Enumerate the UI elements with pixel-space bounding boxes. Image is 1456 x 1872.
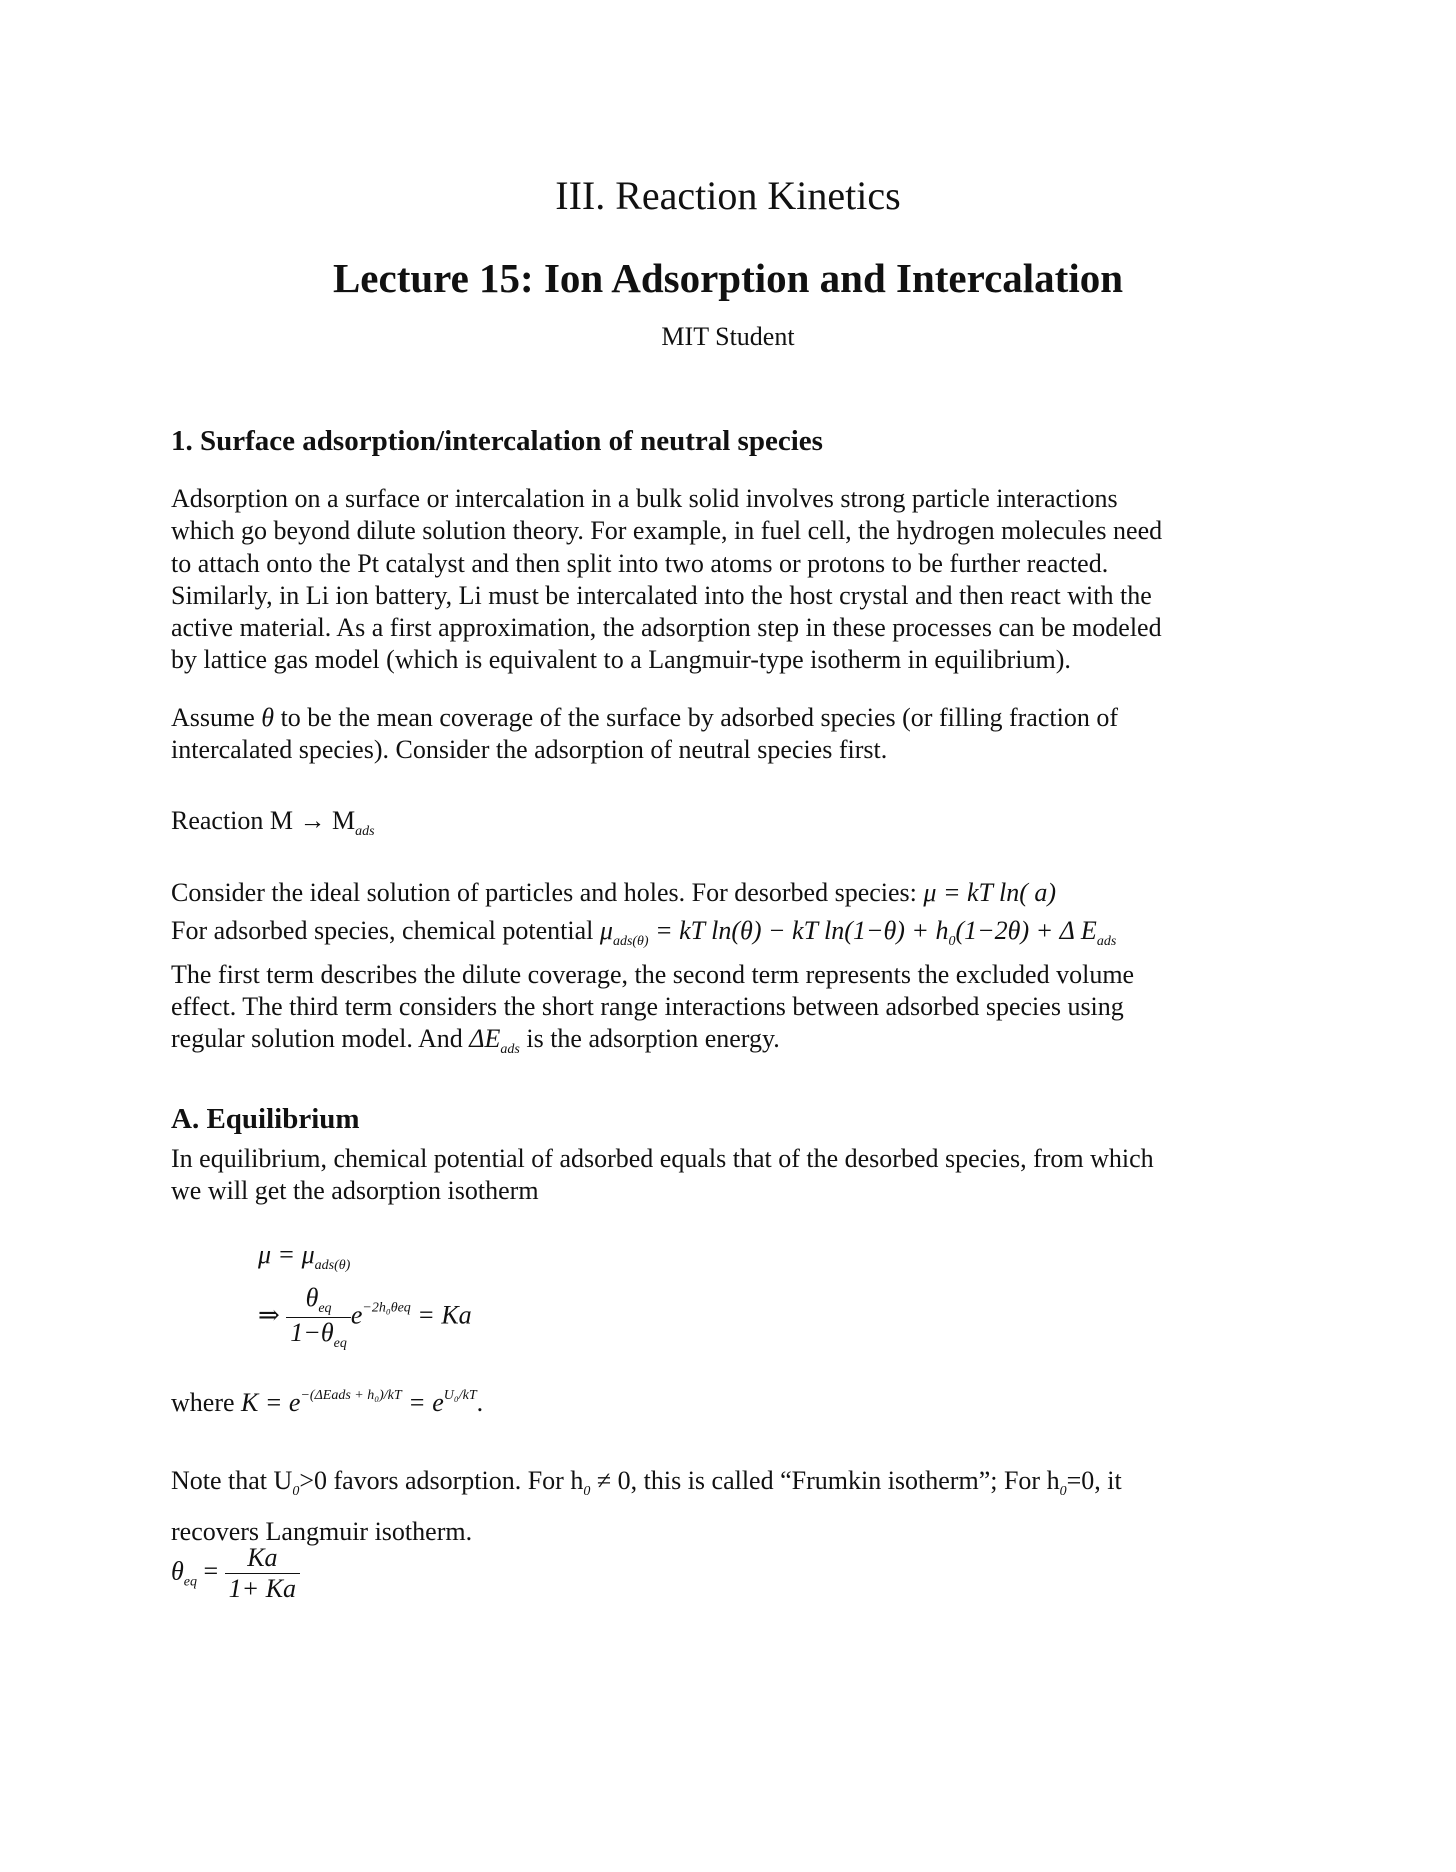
equation-mu-equal: $\mu = \mu_{ads(\theta)}$ [258,1240,351,1273]
paragraph-line: recovers Langmuir isotherm. [171,1517,473,1547]
paragraph-line: which go beyond dilute solution theory. For example, in fuel cell, the hydrogen molecules need [171,516,1163,546]
paragraph-line: by lattice gas model (which is equivalent to a Langmuir-type isotherm in equilibrium). [171,645,1071,675]
paragraph-equilibrium [171,1143,1281,1208]
paragraph-line: In equilibrium, chemical potential of adsorbed equals that of the desorbed species, from which [171,1144,1154,1173]
section-heading-1: 1. Surface adsorption/intercalation of neutral species [171,425,823,457]
section-heading-equilibrium: A. Equilibrium [171,1103,360,1135]
theta-symbol: θ [261,703,275,732]
paragraph-line: to attach onto the Pt catalyst and then split into two atoms or protons to be further reacted. [171,548,1109,578]
paragraph-line: The first term describes the dilute coverage, the second term represents the excluded volume [171,959,1135,989]
paragraph-note: Note that $U_0>0$ favors adsorption. For $h_0 \ne 0$, this is called “Frumkin isotherm”; For $h_0=0$, it recovers Langmuir isotherm. [171,1465,1281,1549]
part-title: III. Reaction Kinetics [555,173,901,218]
paragraph-line: we will get the adsorption isotherm [171,1176,539,1206]
reaction-line: Reaction $M \to M_{ads}$ [171,806,375,839]
paragraph-potentials: Consider the ideal solution of particles and holes. For desorbed species: μ = kT ln( a) For adsorbed species, chemical potential $\mu_{ads(\theta)}$ = kT ln(θ) − kT $\ln(1-\theta) + h_0(1-2\theta) + \Delta$ $E_{ads}$ The first term describes the dilute coverage, the second term represents the excluded volume effect. The third term considers the short range interactions between adsorbed species using regular solution model. And $\Delta E_{ads}$ is the adsorption energy. [171,877,1281,1066]
paragraph-line: Similarly, in Li ion battery, Li must be intercalated into the host crystal and then react with the [171,580,1152,610]
adsorbed-equation: $\mu_{ads(\theta)}$ = kT ln(θ) − kT $\ln(1-\theta) + h_0(1-2\theta) + \Delta$ $E_{ads}$ [599,916,1117,950]
paragraph-assume: Assume θ to be the mean coverage of the surface by adsorbed species (or filling fraction of intercalated species). Consider the adsorption of neutral species first. [171,702,1281,767]
equation-frumkin: ⇒ $\frac{\theta_{eq}}{1-\theta_{eq}}$ $e^{-2h_0\theta eq} = Ka$ [258,1283,472,1351]
reaction-equation: M → M [269,806,356,835]
lecture-title: Lecture 15: Ion Adsorption and Intercalation [332,255,1124,301]
paragraph-line: Adsorption on a surface or intercalation in a bulk solid involves strong particle interactions [171,484,1118,513]
equation-langmuir: $\theta_{eq}$ = $\frac{Ka}{1+ Ka}$ [171,1543,300,1604]
paragraph-intro [171,483,1281,677]
equation-K-definition: where $K = e^{-(\Delta Eads + h_0)/kT} = e^{U_0/kT}$. [171,1388,484,1417]
paragraph-line: intercalated species). Consider the adsorption of neutral species first. [171,735,888,765]
desorbed-equation: μ = kT ln( a) [923,878,1057,907]
author: MIT Student [661,322,795,351]
paragraph-line: effect. The third term considers the short range interactions between adsorbed species using [171,991,1124,1021]
paragraph-line: active material. As a first approximation, the adsorption step in these processes can be modeled [171,613,1162,643]
